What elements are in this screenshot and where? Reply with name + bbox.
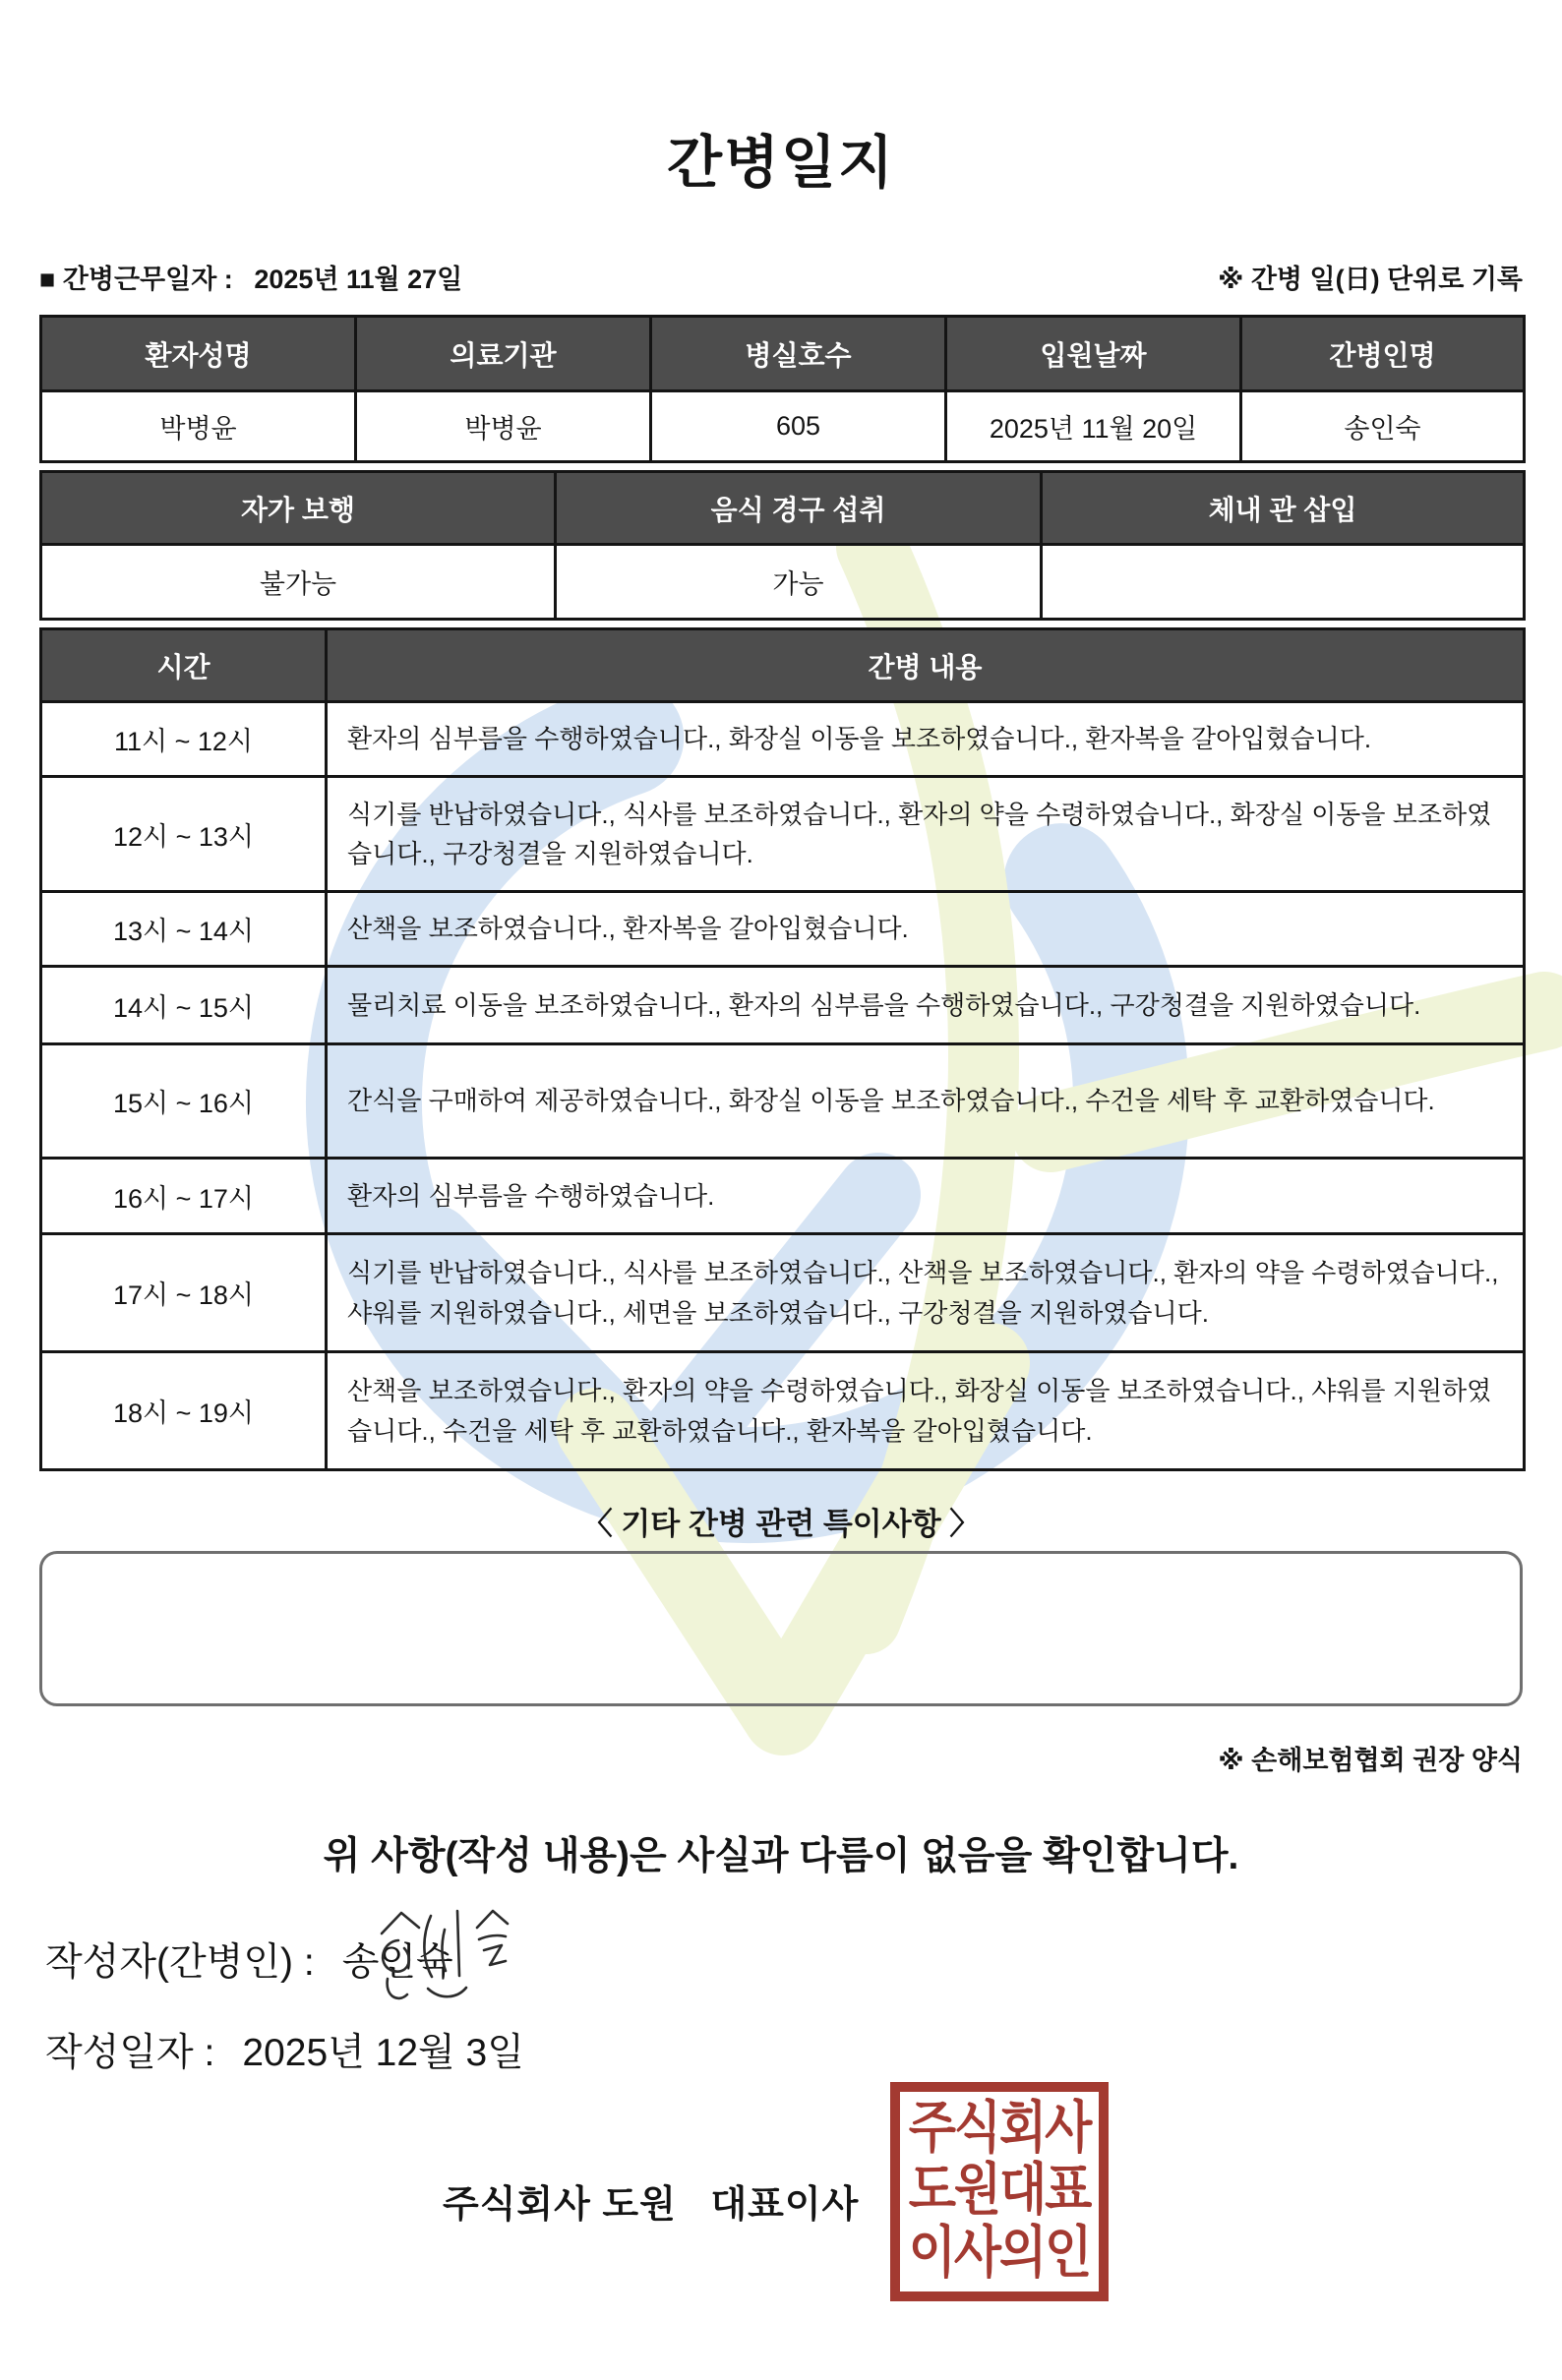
info-line <box>39 258 1523 296</box>
writer-label: 작성자(간병인) : <box>45 1941 315 1984</box>
stamp-text-row: 도원대표 <box>908 2160 1091 2223</box>
oral-intake-cell: 가능 <box>556 545 1042 620</box>
patient-name-header: 환자성명 <box>41 317 356 391</box>
patient-status-table <box>39 470 1526 621</box>
care-log-row <box>41 1159 1525 1234</box>
room-number-header: 병실호수 <box>651 317 946 391</box>
care-content-cell: 식기를 반납하였습니다., 식사를 보조하였습니다., 환자의 약을 수령하였습니다., 화장실 이동을 보조하였습니다., 구강청결을 지원하였습니다. <box>327 777 1525 892</box>
time-header: 시간 <box>41 629 327 702</box>
company-seal-stamp <box>890 2082 1109 2301</box>
room-number-cell: 605 <box>651 391 946 462</box>
confirmation-statement: 위 사항(작성 내용)은 사실과 다름이 없음을 확인합니다. <box>323 1835 1239 1877</box>
company-representative-line: 주식회사 도원 대표이사 <box>443 2184 860 2226</box>
care-log-row <box>41 1044 1525 1159</box>
care-log-row <box>41 892 1525 967</box>
work-date-label: ■ 간병근무일자 : <box>39 265 233 294</box>
care-content-cell: 산책을 보조하였습니다., 환자복을 갈아입혔습니다. <box>327 892 1525 967</box>
medical-institution-header: 의료기관 <box>356 317 651 391</box>
tube-insertion-header: 체내 관 삽입 <box>1042 472 1525 545</box>
admission-date-header: 입원날짜 <box>946 317 1241 391</box>
care-content-header: 간병 내용 <box>327 629 1525 702</box>
special-notes-box <box>39 1551 1523 1706</box>
patient-info-table <box>39 315 1526 463</box>
page-title: 간병일지 <box>666 131 896 195</box>
time-cell: 16시 ~ 17시 <box>41 1159 327 1234</box>
work-date <box>39 258 462 296</box>
patient-header-row <box>41 317 1525 391</box>
care-log-row <box>41 1234 1525 1352</box>
time-cell: 18시 ~ 19시 <box>41 1352 327 1470</box>
tube-insertion-cell <box>1042 545 1525 620</box>
patient-data-row <box>41 391 1525 462</box>
status-data-row <box>41 545 1525 620</box>
care-log-row <box>41 777 1525 892</box>
caregiver-name-header: 간병인명 <box>1241 317 1525 391</box>
form-recommendation-note: ※ 손해보험협회 권장 양식 <box>1218 1746 1523 1775</box>
work-date-value: 2025년 11월 27일 <box>254 265 463 294</box>
care-content-cell: 산책을 보조하였습니다., 환자의 약을 수령하였습니다., 화장실 이동을 보조하였습니다., 샤워를 지원하였습니다., 수건을 세탁 후 교환하였습니다., 환자복을 갈아입혔습니다. <box>327 1352 1525 1470</box>
care-content-cell: 환자의 심부름을 수행하였습니다. <box>327 1159 1525 1234</box>
stamp-text-row: 이사의인 <box>908 2223 1091 2285</box>
care-header-row <box>41 629 1525 702</box>
care-log-row <box>41 702 1525 777</box>
care-log-row <box>41 967 1525 1044</box>
care-log-table <box>39 627 1526 1471</box>
time-cell: 12시 ~ 13시 <box>41 777 327 892</box>
time-cell: 11시 ~ 12시 <box>41 702 327 777</box>
care-log-row <box>41 1352 1525 1470</box>
unit-note: ※ 간병 일(日) 단위로 기록 <box>1218 265 1523 294</box>
time-cell: 14시 ~ 15시 <box>41 967 327 1044</box>
oral-intake-header: 음식 경구 섭취 <box>556 472 1042 545</box>
stamp-text-row: 주식회사 <box>908 2097 1091 2160</box>
care-content-cell: 식기를 반납하였습니다., 식사를 보조하였습니다., 산책을 보조하였습니다., 환자의 약을 수령하였습니다., 샤워를 지원하였습니다., 세면을 보조하였습니다., 구강청결을 지원하였습니다. <box>327 1234 1525 1352</box>
date-value: 2025년 12월 3일 <box>242 2032 524 2074</box>
care-content-cell: 물리치료 이동을 보조하였습니다., 환자의 심부름을 수행하였습니다., 구강청결을 지원하였습니다. <box>327 967 1525 1044</box>
care-content-cell: 간식을 구매하여 제공하였습니다., 화장실 이동을 보조하였습니다., 수건을 세탁 후 교환하였습니다. <box>327 1044 1525 1159</box>
time-cell: 13시 ~ 14시 <box>41 892 327 967</box>
self-walking-header: 자가 보행 <box>41 472 556 545</box>
care-content-cell: 환자의 심부름을 수행하였습니다., 화장실 이동을 보조하였습니다., 환자복을 갈아입혔습니다. <box>327 702 1525 777</box>
self-walking-cell: 불가능 <box>41 545 556 620</box>
writer-signature-handwriting <box>366 1904 513 2007</box>
patient-name-cell: 박병윤 <box>41 391 356 462</box>
special-notes-heading: 〈 기타 간병 관련 특이사항 〉 <box>581 1507 981 1541</box>
admission-date-cell: 2025년 11월 20일 <box>946 391 1241 462</box>
date-label: 작성일자 : <box>45 2032 215 2074</box>
caregiver-name-cell: 송인숙 <box>1241 391 1525 462</box>
status-header-row <box>41 472 1525 545</box>
date-line <box>45 2022 524 2077</box>
time-cell: 17시 ~ 18시 <box>41 1234 327 1352</box>
writer-name: 송인숙 <box>341 1941 453 1984</box>
time-cell: 15시 ~ 16시 <box>41 1044 327 1159</box>
medical-institution-cell: 박병윤 <box>356 391 651 462</box>
